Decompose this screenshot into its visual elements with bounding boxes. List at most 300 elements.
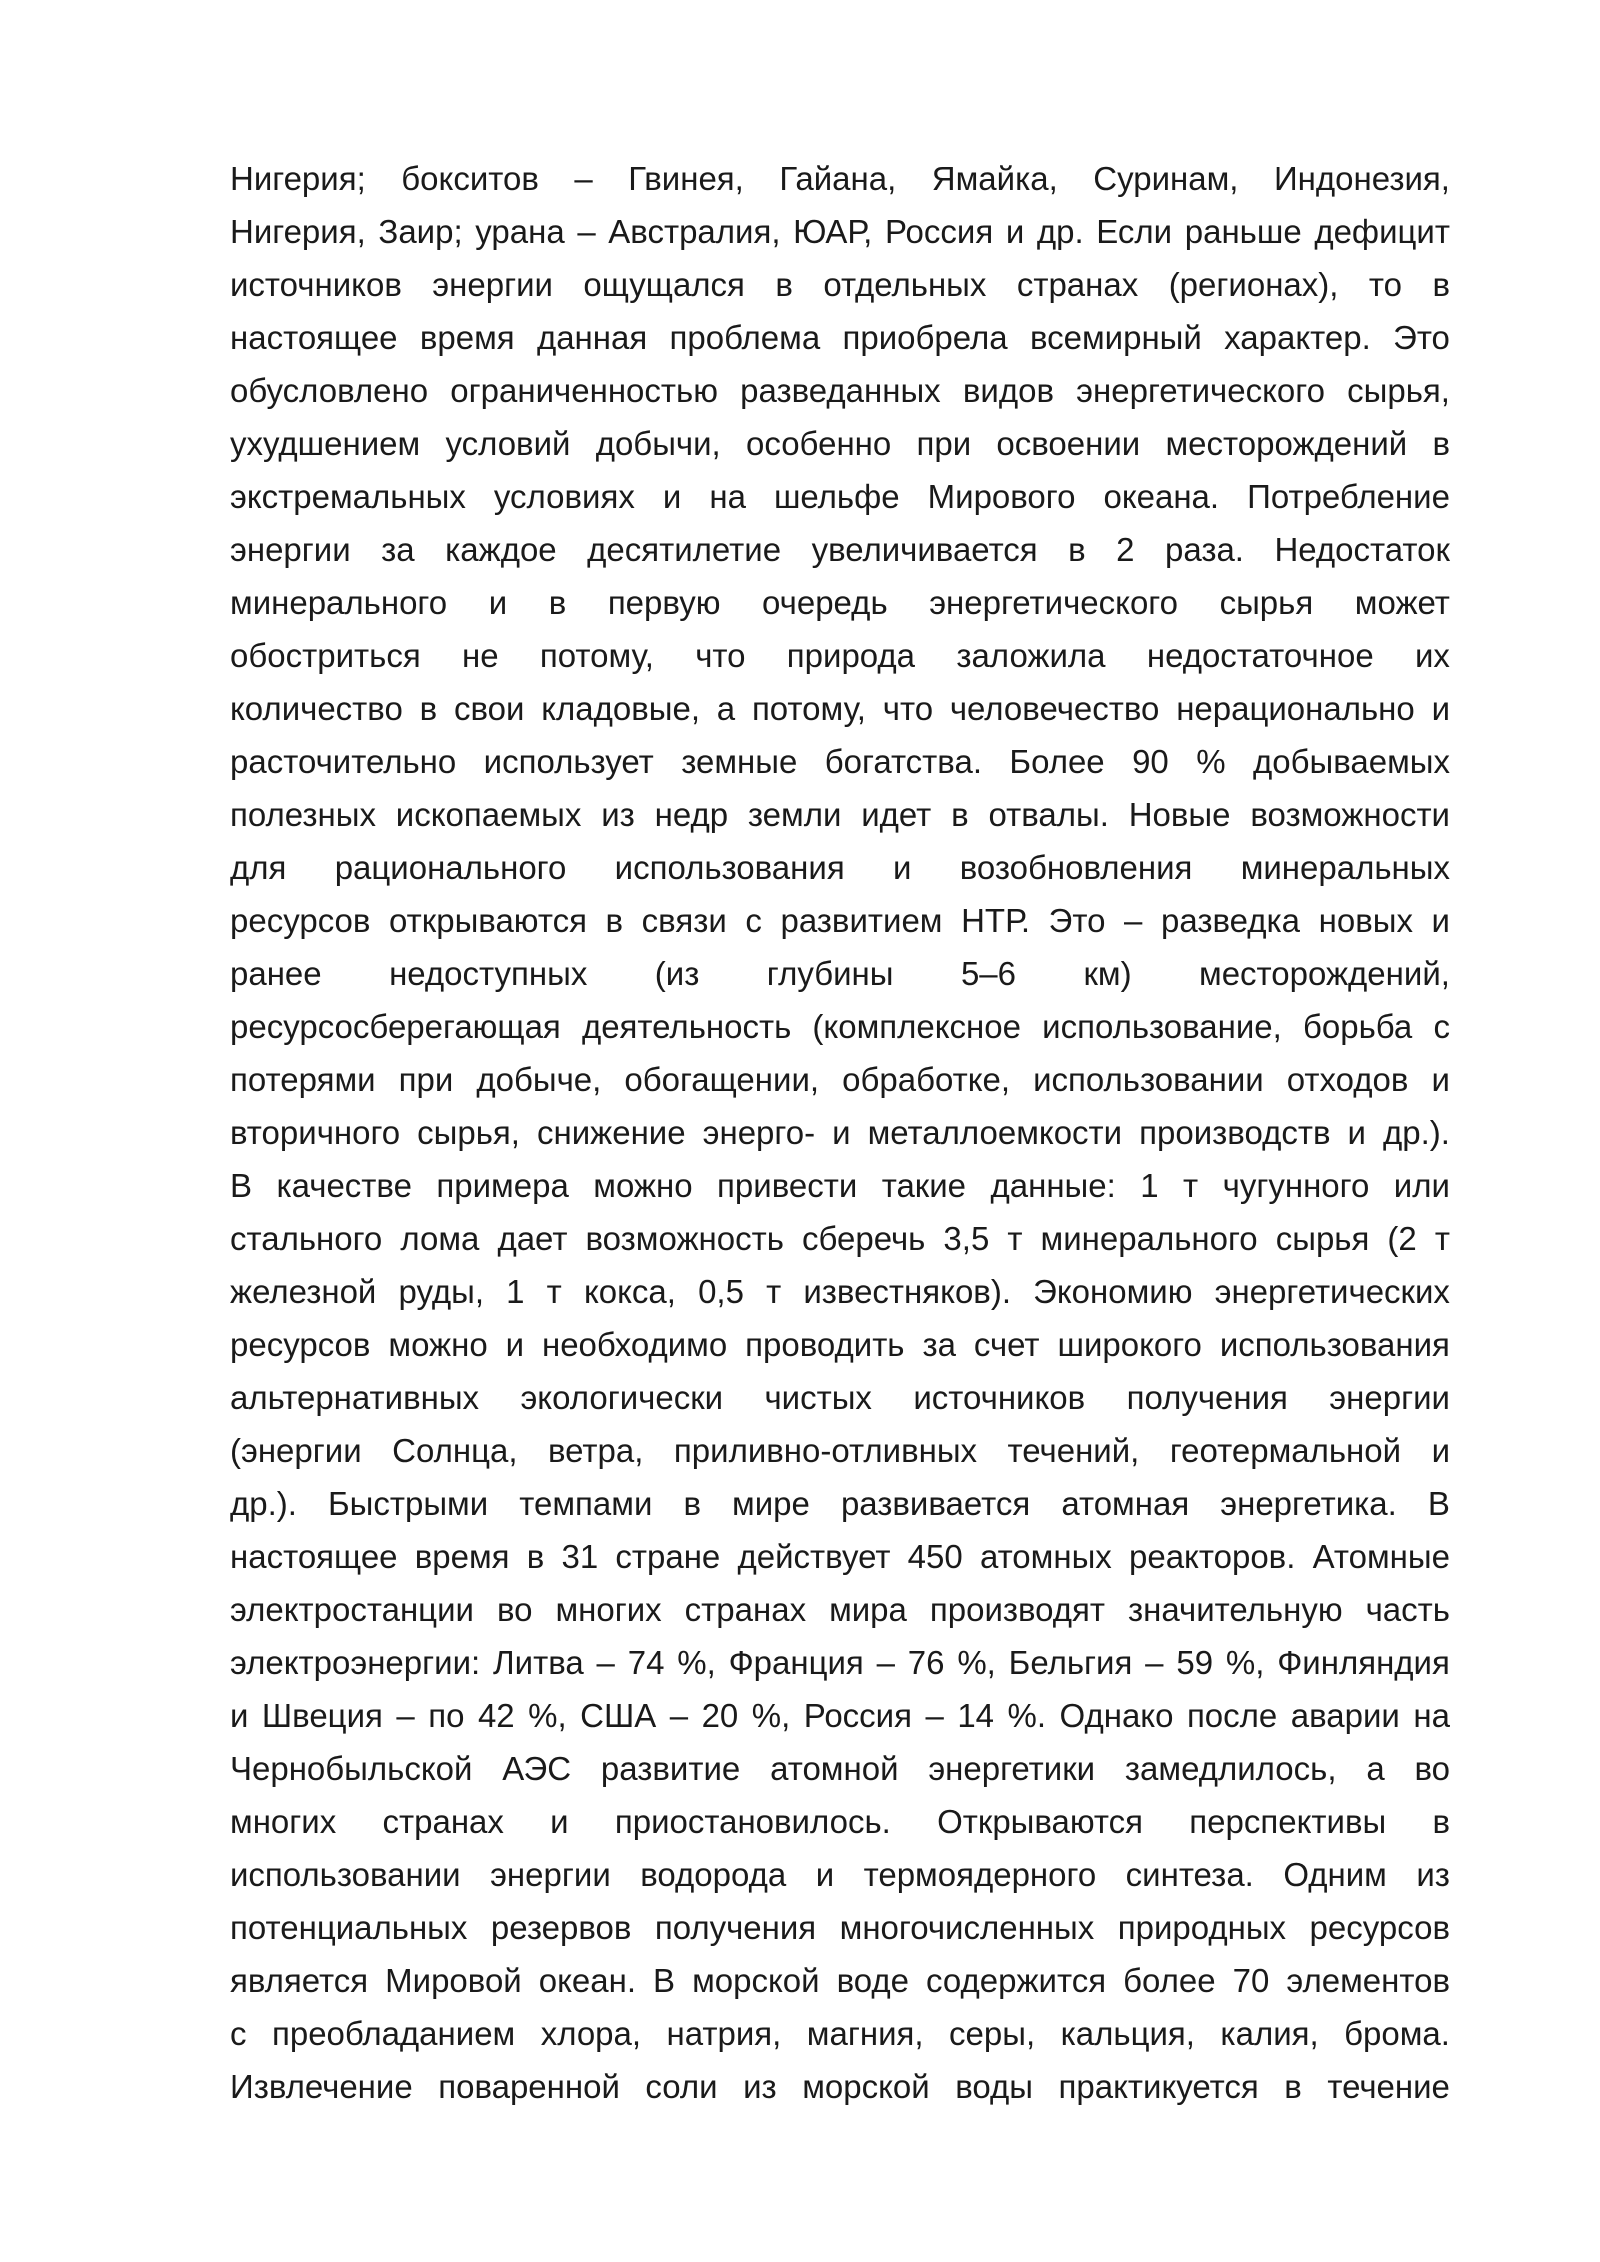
word: минерального [230,584,448,621]
text-line [230,417,1450,470]
word: данные: [990,1167,1116,1204]
word: элементов [1286,1962,1450,1999]
text-line [230,841,1450,894]
word: богатства. [824,743,982,780]
word: во [1414,1750,1450,1787]
word: можно [593,1167,693,1204]
word: энергии [1329,1379,1450,1416]
word: проводить [745,1326,905,1363]
word: 14 [957,1697,995,1734]
text-line [230,682,1450,735]
word: ветра, [548,1432,644,1469]
word: Потребление [1247,478,1450,515]
word: связи [641,902,727,939]
word: время [419,319,515,356]
word: широкого [1057,1326,1202,1363]
text-line [230,788,1450,841]
word: Гвинея, [628,160,744,197]
word: во [496,1591,533,1628]
word: ресурсов [230,902,371,939]
word: содержится [926,1962,1107,1999]
word: обработке, [842,1061,1011,1098]
word: реакторов. [1129,1538,1296,1575]
word: с [230,2015,247,2052]
word: атомной [770,1750,899,1787]
text-line [230,1424,1450,1477]
word: морской [692,1962,820,1999]
word: время [414,1538,510,1575]
word: особенно [745,425,892,462]
word: энергетических [1214,1273,1450,1310]
word: и [662,478,682,515]
word: практикуется [1058,2068,1259,2105]
word: энергии [432,266,553,303]
word: лома [400,1220,480,1257]
word: человечество [949,690,1160,727]
word: использовании [1033,1061,1264,1098]
word: океана. [1103,478,1220,515]
word: в [1432,1803,1450,1840]
word: брома. [1344,2015,1450,2052]
word: Швеция [261,1697,383,1734]
word: ресурсов [230,1326,371,1363]
text-line [230,152,1450,205]
word: термоядерного [863,1856,1097,1893]
word: условий [445,425,571,462]
word: 1 [1140,1167,1159,1204]
word: из [743,2068,777,2105]
word: и [488,584,508,621]
word: многих [555,1591,662,1628]
word: 2 [1116,531,1135,568]
word: возможность [585,1220,784,1257]
word: ухудшением [230,425,421,462]
body-text [230,152,1450,2113]
word: такие [881,1167,967,1204]
word: странах [684,1591,807,1628]
word: данная [536,319,648,356]
word: развивается [840,1485,1031,1522]
word: полезных [230,796,376,833]
word: – [669,1697,689,1734]
word: 74 [627,1644,665,1681]
word: сберечь [801,1220,926,1257]
word: действует [737,1538,891,1575]
text-line [230,735,1450,788]
word: или [1393,1167,1450,1204]
word: кальция, [1060,2015,1195,2052]
word: морской [802,2068,930,2105]
word: снижение [537,1114,686,1151]
word: железной [230,1273,377,1310]
text-line [230,1530,1450,1583]
word: и [1431,690,1450,727]
word: Одним [1283,1856,1387,1893]
word: расточительно [230,743,457,780]
word: в [1432,425,1450,462]
word: – [1145,1644,1164,1681]
word: и [1431,1432,1450,1469]
word: др. [1036,213,1084,250]
word: развитием [780,902,943,939]
word: кокса, [583,1273,676,1310]
word: преобладанием [271,2015,516,2052]
word: (из [654,955,700,992]
word: развитие [600,1750,741,1787]
word: – [577,213,596,250]
word: 450 [907,1538,963,1575]
word: альтернативных [230,1379,480,1416]
word: в [1068,531,1086,568]
word: ЮАР, [793,213,873,250]
text-line [230,1212,1450,1265]
word: что [882,690,934,727]
word: нерационально [1176,690,1415,727]
word: разведанных [740,372,941,409]
word: странах [1016,266,1139,303]
word: количество [230,690,403,727]
word: многих [230,1803,337,1840]
text-line [230,629,1450,682]
word: источников [230,266,402,303]
word: %, [1225,1644,1265,1681]
word: обостриться [230,637,421,674]
word: Россия [884,213,994,250]
word: Финляндия [1277,1644,1450,1681]
text-line [230,1371,1450,1424]
word: сырья, [1347,372,1450,409]
word: освоении [996,425,1141,462]
word: ограниченностью [450,372,718,409]
word: увеличивается [811,531,1038,568]
word: многочисленных [839,1909,1095,1946]
word: более [1123,1962,1216,1999]
word: Если [1096,213,1173,250]
word: потому, [751,690,866,727]
word: (2 [1387,1220,1417,1257]
word: 90 [1132,743,1169,780]
word: добываемых [1252,743,1450,780]
text-line [230,1106,1450,1159]
word: месторождений, [1199,955,1450,992]
word: сырья [1275,1220,1370,1257]
text-line [230,1795,1450,1848]
word: является [230,1962,369,1999]
word: и [815,1856,835,1893]
word: необходимо [541,1326,728,1363]
word: Чернобыльской [230,1750,473,1787]
word: настоящее [230,319,398,356]
word: течение [1327,2068,1450,2105]
word: Более [1009,743,1105,780]
word: открываются [389,902,587,939]
word: замедлилось, [1124,1750,1337,1787]
word: Это [1048,902,1106,939]
word: перспективы [1189,1803,1387,1840]
word: 42 [477,1697,515,1734]
word: калия, [1220,2015,1319,2052]
word: Мировой [385,1962,522,1999]
word: Солнца, [392,1432,518,1469]
word: недостаточное [1146,637,1374,674]
word: за [381,531,415,568]
word: из [601,796,635,833]
word: 5–6 [960,955,1016,992]
text-line [230,311,1450,364]
word: и [893,849,912,886]
word: и [505,1326,525,1363]
word: привести [717,1167,858,1204]
word: энергетического [929,584,1178,621]
word: недр [654,796,729,833]
word: В [230,1167,253,1204]
word: энергии [490,1856,611,1893]
word: дает [497,1220,568,1257]
word: – [396,1697,415,1734]
word: всемирный [1029,319,1202,356]
word: потому, [539,637,654,674]
word: характер. [1224,319,1371,356]
word: дефицит [1314,213,1450,250]
word: и [1431,1061,1450,1098]
word: примера [436,1167,569,1204]
word: 1 [506,1273,525,1310]
word: магния, [806,2015,924,2052]
word: Однако [1059,1697,1174,1734]
word: синтеза. [1125,1856,1254,1893]
word: Недостаток [1274,531,1450,568]
word: %, [957,1644,996,1681]
word: в [605,902,624,939]
word: – [1124,902,1143,939]
word: Австралия, [608,213,781,250]
word: и [1431,902,1450,939]
word: источников [913,1379,1086,1416]
word: мире [732,1485,810,1522]
word: %. [1007,1697,1047,1734]
word: стального [230,1220,383,1257]
word: экологически [520,1379,724,1416]
word: Это [1393,319,1450,356]
word: минеральных [1240,849,1450,886]
word: энергии [230,531,351,568]
word: Литва [493,1644,584,1681]
word: недоступных [389,955,588,992]
word: атомная [1061,1485,1190,1522]
word: а [716,690,736,727]
word: можно [388,1326,488,1363]
word: ресурсов [1309,1909,1450,1946]
word: В [1427,1485,1450,1522]
word: аварии [1290,1697,1400,1734]
word: поваренной [438,2068,620,2105]
word: серы, [949,2015,1036,2052]
word: отдельных [823,266,987,303]
word: НТР. [961,902,1031,939]
text-line [230,1477,1450,1530]
word: что [695,637,746,674]
word: др.). [1382,1114,1450,1151]
word: чистых [764,1379,872,1416]
text-line [230,258,1450,311]
word: после [1186,1697,1278,1734]
word: то [1368,266,1402,303]
word: не [461,637,499,674]
word: при [916,425,972,462]
word: 0,5 [698,1273,744,1310]
word: Экономию [1033,1273,1193,1310]
word: добычи, [595,425,721,462]
word: шельфе [773,478,900,515]
text-line [230,1583,1450,1636]
word: Мирового [927,478,1076,515]
word: воде [836,1962,909,1999]
word: 76 [907,1644,945,1681]
word: др.). [230,1485,297,1522]
word: в [683,1485,701,1522]
word: в [951,796,969,833]
word: чугунного [1222,1167,1370,1204]
word: условиях [493,478,635,515]
word: заложила [956,637,1106,674]
word: 70 [1232,1962,1270,1999]
word: использования [614,849,845,886]
word: и [230,1697,249,1734]
word: 31 [561,1538,599,1575]
word: Нигерия, [230,213,366,250]
word: Франция [728,1644,864,1681]
word: производят [929,1591,1106,1628]
word: в [1284,2068,1302,2105]
word: на [709,478,746,515]
word: приливно-отливных [673,1432,978,1469]
word: резервов [490,1909,632,1946]
word: – [876,1644,895,1681]
word: т [546,1273,562,1310]
word: Суринам, [1093,160,1239,197]
word: новых [1318,902,1413,939]
word: может [1354,584,1450,621]
word: – [925,1697,944,1734]
word: счет [973,1326,1040,1363]
word: сырья [1219,584,1314,621]
word: рационального [334,849,567,886]
word: Открываются [937,1803,1144,1840]
word: АЭС [502,1750,572,1787]
word: течений, [1007,1432,1140,1469]
word: воды [955,2068,1033,2105]
text-line [230,1318,1450,1371]
word: стране [615,1538,721,1575]
word: энерго- [702,1114,816,1151]
text-line [230,470,1450,523]
text-line [230,576,1450,629]
word: использовании [230,1856,461,1893]
word: ресурсосберегающая [230,1008,561,1045]
word: раньше [1184,213,1302,250]
word: для [230,849,287,886]
word: приобрела [842,319,1008,356]
word: по [428,1697,465,1734]
text-line [230,2060,1450,2113]
word: первую [607,584,721,621]
word: %, [528,1697,567,1734]
word: ощущался [583,266,745,303]
word: (энергии [230,1432,362,1469]
text-line [230,2007,1450,2060]
word: % [1196,743,1226,780]
word: океан. [538,1962,637,1999]
word: десятилетие [587,531,782,568]
text-line [230,1000,1450,1053]
word: возможности [1250,796,1450,833]
word: В [653,1962,676,1999]
word: металлоемкости [867,1114,1123,1151]
word: Нигерия; [230,160,366,197]
word: вторичного [230,1114,401,1151]
text-line [230,523,1450,576]
word: США [580,1697,657,1734]
word: часть [1365,1591,1450,1628]
word: очередь [762,584,888,621]
word: деятельность [581,1008,792,1045]
word: – [574,160,593,197]
word: электростанции [230,1591,474,1628]
word: т [1007,1220,1023,1257]
word: Атомные [1312,1538,1450,1575]
word: обусловлено [230,372,429,409]
word: использование, [1042,1008,1282,1045]
word: Ямайка, [931,160,1058,197]
word: видов [962,372,1054,409]
word: сырья, [417,1114,520,1151]
word: Извлечение [230,2068,413,2105]
word: отходов [1286,1061,1409,1098]
word: в [1432,266,1450,303]
text-line [230,1742,1450,1795]
text-line [230,1159,1450,1212]
word: Быстрыми [328,1485,489,1522]
word: получения [1126,1379,1288,1416]
word: и [1347,1114,1366,1151]
word: 3,5 [943,1220,990,1257]
word: на [1413,1697,1450,1734]
word: природа [786,637,916,674]
word: каждое [445,531,557,568]
word: минерального [1040,1220,1258,1257]
word: известняков). [803,1273,1011,1310]
word: земли [747,796,842,833]
word: разведка [1161,902,1301,939]
word: Бельгия [1008,1644,1133,1681]
word: обогащении, [624,1061,820,1098]
word: природных [1117,1909,1287,1946]
word: Заир; [378,213,463,250]
word: странах [382,1803,504,1840]
word: Новые [1128,796,1231,833]
word: и [1005,213,1025,250]
word: из [1416,1856,1450,1893]
text-line [230,205,1450,258]
word: ископаемых [395,796,582,833]
word: в [548,584,567,621]
word: мира [829,1591,907,1628]
word: ранее [230,955,322,992]
word: бокситов [401,160,539,197]
word: производств [1139,1114,1331,1151]
word: качестве [276,1167,412,1204]
word: 59 [1176,1644,1214,1681]
